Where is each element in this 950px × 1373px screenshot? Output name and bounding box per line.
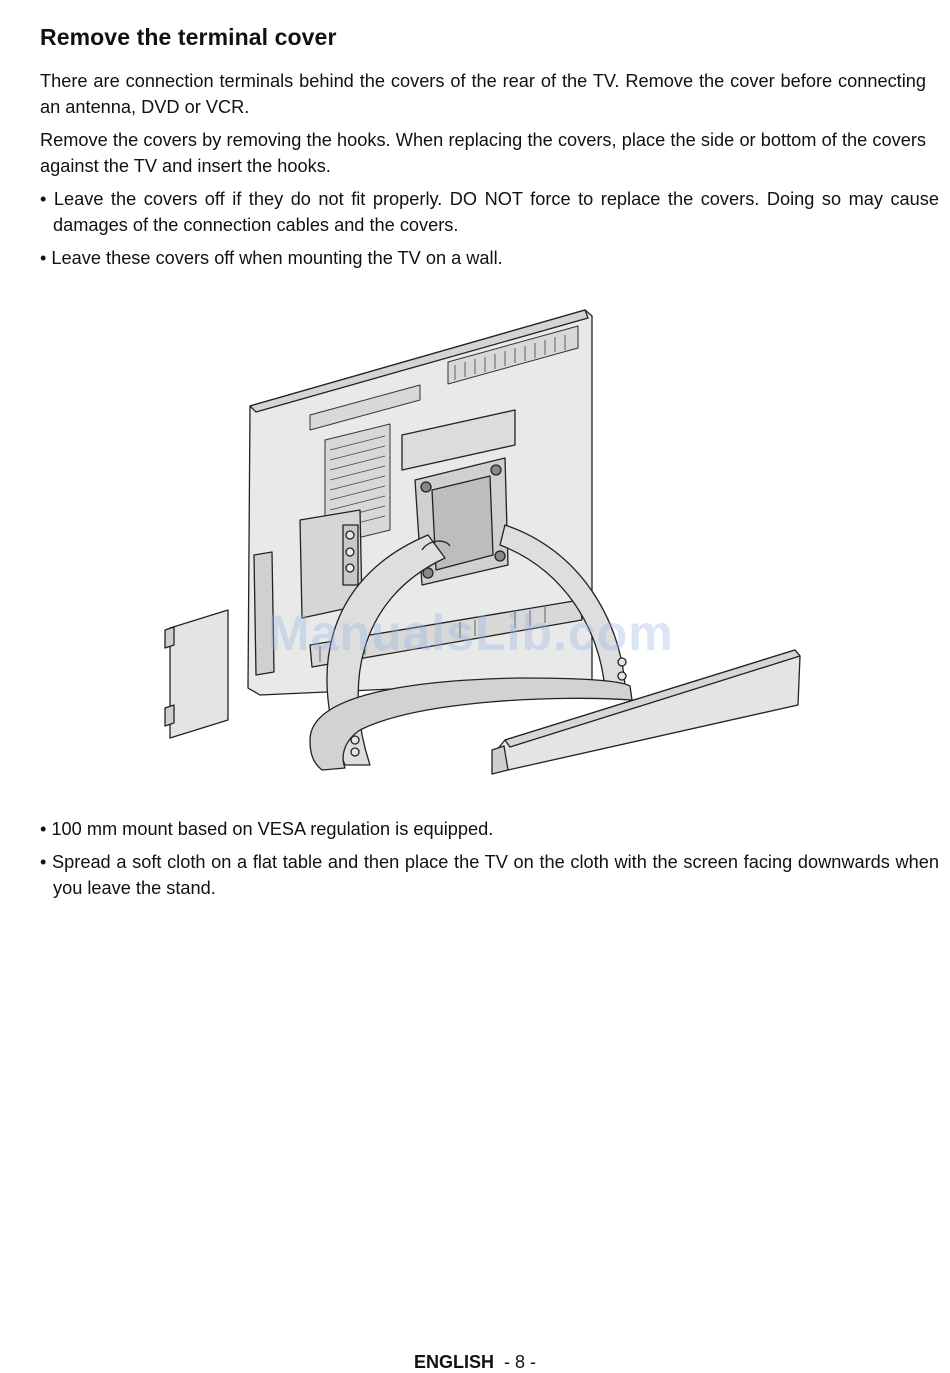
watermark: ManualsLib.com [268,605,674,661]
bullet-vesa: • 100 mm mount based on VESA regulation is equipped. [40,819,494,839]
paragraph-remove-covers: Remove the covers by removing the hooks. When replacing the covers, place the side or bottom of the covers against the TV and insert the hooks. [40,130,926,176]
tv-rear-terminal-cover-illustration-icon [160,300,810,785]
footer-page-number: - 8 - [504,1352,537,1372]
paragraph-terminals: There are connection terminals behind the covers of the rear of the TV. Remove the cover before connecting an antenna, DVD or VCR. [40,71,926,117]
footer-language: ENGLISH [413,1352,494,1372]
section-title: Remove the terminal cover [40,24,337,50]
page-footer [0,1352,950,1373]
bullet-soft-cloth: • Spread a soft cloth on a flat table and then place the TV on the cloth with the screen facing downwards when you leave the stand. [40,852,939,898]
bullet-covers-fit: • Leave the covers off if they do not fit properly. DO NOT force to replace the covers. Doing so may cause damages of the connection cables and the covers. [40,189,939,235]
tv-rear-figure [160,300,810,785]
bullet-wall-mount: • Leave these covers off when mounting the TV on a wall. [40,248,503,268]
